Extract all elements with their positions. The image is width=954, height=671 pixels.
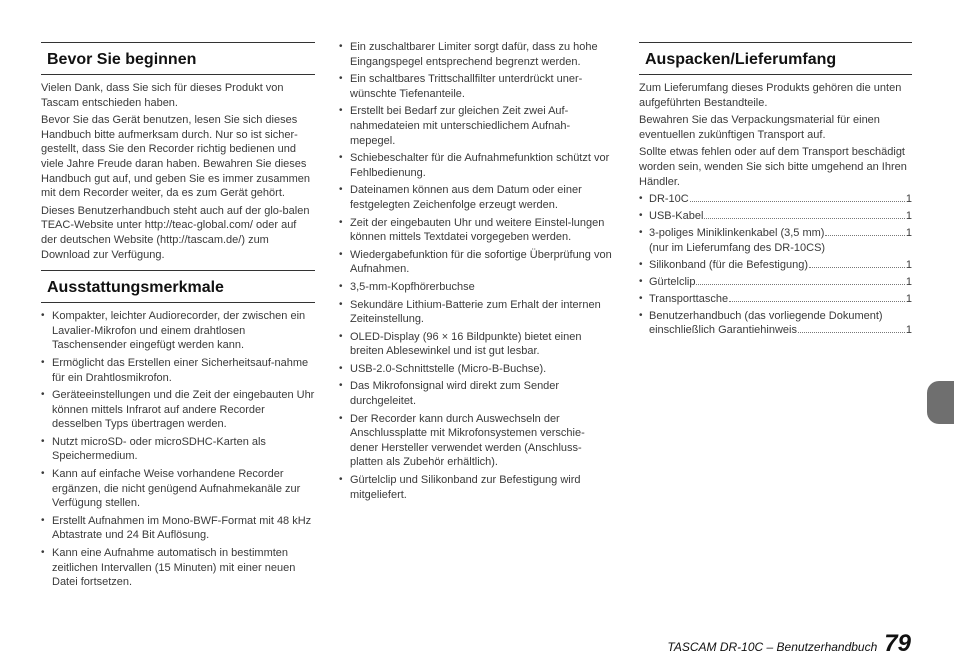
list-item: • Erstellt bei Bedarf zur gleichen Zeit zwei Auf-nahmedateien mit unterschiedlichem Aufnah-mepegel.	[339, 104, 612, 148]
list-item: • Ein zuschaltbarer Limiter sorgt dafür, dass zu hohe Eingangspegel entsprechend begrenzt werden.	[339, 40, 612, 69]
part-quantity: 1	[905, 227, 912, 240]
part-note: (nur im Lieferumfang des DR-10CS)	[649, 241, 826, 254]
list-item: • 3,5-mm-Kopfhörerbuchse	[339, 280, 612, 295]
list-item: • Geräteeinstellungen und die Zeit der eingebauten Uhr können mittels Infrarot auf andere Recorder desselben Typs übertragen werden.	[41, 388, 315, 432]
leader-dots	[729, 301, 905, 302]
paragraph: Bevor Sie das Gerät benutzen, lesen Sie sich dieses Handbuch bitte aufmerksam durch. Nur so ist sicher-gestellt, dass Sie den Recorder richtig bedienen und viele Jahre Freude daran haben. Bewahren Sie dieses Handbuch gut auf, und geben Sie es immer zusammen mit dem Recorder weiter, da es zum Gerät gehört.	[41, 114, 311, 200]
part-quantity: 1	[905, 292, 912, 305]
paragraph: Vielen Dank, dass Sie sich für dieses Produkt von Tascam entschieden haben.	[41, 82, 284, 109]
parts-list-item	[639, 209, 912, 224]
page-footer	[667, 630, 911, 658]
page-number: 79	[884, 630, 911, 657]
parts-list-item	[639, 226, 912, 255]
leader-dots	[704, 218, 904, 219]
part-quantity: 1	[905, 193, 912, 206]
parts-list-item	[639, 309, 912, 338]
paragraph: Sollte etwas fehlen oder auf dem Transport beschädigt worden sein, wenden Sie sich bitte umgehend an Ihren Händler.	[639, 146, 907, 188]
list-item: • Kann auf einfache Weise vorhandene Recorder ergänzen, die nicht genügend Aufnahmekanäle zur Verfügung stellen.	[41, 467, 315, 511]
part-label: • Gürtelclip	[649, 275, 696, 288]
part-label: einschließlich Garantiehinweis	[649, 324, 797, 337]
list-item: • Gürtelclip und Silikonband zur Befestigung wird mitgeliefert.	[339, 473, 612, 502]
list-item: • Ermöglicht das Erstellen einer Sicherheitsauf-nahme für ein Drahtlosmikrofon.	[41, 356, 315, 385]
list-item: • Kompakter, leichter Audiorecorder, der zwischen ein Lavalier-Mikrofon und einem drahtlosen Taschensender eingefügt werden kann.	[41, 309, 315, 353]
leader-dots	[690, 201, 905, 202]
list-item: • Schiebeschalter für die Aufnahmefunktion schützt vor Fehlbedienung.	[339, 151, 612, 180]
footer-title: TASCAM DR-10C – Benutzerhandbuch	[667, 640, 878, 654]
list-item: • Sekundäre Lithium-Batterie zum Erhalt der internen Zeiteinstellung.	[339, 298, 612, 327]
leader-dots	[809, 267, 905, 268]
paragraph: Bewahren Sie das Verpackungsmaterial für einen eventuellen zukünftigen Transport auf.	[639, 114, 880, 141]
leader-dots	[696, 284, 904, 285]
feature-list-continued	[339, 40, 612, 502]
part-quantity: 1	[905, 324, 912, 337]
heading-auspacken-lieferumfang: Auspacken/Lieferumfang	[639, 42, 912, 75]
part-label: • USB-Kabel	[649, 210, 704, 223]
heading-bevor-sie-beginnen: Bevor Sie beginnen	[41, 42, 315, 75]
part-quantity: 1	[905, 258, 912, 271]
part-label: • DR-10C	[649, 193, 689, 206]
part-label: • Transporttasche	[649, 292, 729, 305]
parts-list-item	[639, 292, 912, 307]
parts-list	[639, 192, 912, 338]
chapter-tab	[927, 381, 954, 424]
left-column	[41, 40, 315, 593]
part-label: • 3-poliges Miniklinkenkabel (3,5 mm)	[649, 227, 825, 240]
leader-dots	[825, 235, 904, 236]
middle-column	[339, 40, 612, 505]
leader-dots	[798, 332, 905, 333]
parts-list-item	[639, 258, 912, 273]
list-item: • Nutzt microSD- oder microSDHC-Karten als Speichermedium.	[41, 435, 315, 464]
parts-list-item	[639, 192, 912, 207]
parts-list-item	[639, 275, 912, 290]
list-item: • Erstellt Aufnahmen im Mono-BWF-Format mit 48 kHz Abtastrate und 24 Bit Auflösung.	[41, 514, 315, 543]
right-column	[639, 40, 912, 340]
list-item: • Ein schaltbares Trittschallfilter unterdrückt uner-wünschte Tiefenanteile.	[339, 72, 612, 101]
paragraph: Zum Lieferumfang dieses Produkts gehören die unten aufgeführten Bestandteile.	[639, 82, 902, 109]
list-item: • USB-2.0-Schnittstelle (Micro-B-Buchse).	[339, 362, 612, 377]
part-label-line1: • Benutzerhandbuch (das vorliegende Dokument)	[649, 309, 883, 322]
list-item: • Der Recorder kann durch Auswechseln der Anschlussplatte mit Mikrofonsystemen verschie-dener Hersteller verwendet werden (Anschluss-platten als Zubehör erhältlich).	[339, 412, 612, 470]
list-item: • OLED-Display (96 × 16 Bildpunkte) bietet einen breiten Ablesewinkel und ist gut lesbar.	[339, 330, 612, 359]
list-item: • Das Mikrofonsignal wird direkt zum Sender durchgeleitet.	[339, 379, 612, 408]
part-quantity: 1	[905, 210, 912, 223]
list-item: • Kann eine Aufnahme automatisch in bestimmten zeitlichen Intervallen (15 Minuten) mit einer neuen Datei fortsetzen.	[41, 546, 315, 590]
paragraph: Dieses Benutzerhandbuch steht auch auf der glo-balen TEAC-Website unter http://teac-global.com/ oder auf der deutschen Website (http://tascam.de/) zum Download zur Verfügung.	[41, 204, 310, 261]
part-quantity: 1	[905, 275, 912, 288]
list-item: • Zeit der eingebauten Uhr und weitere Einstel-lungen können mittels Textdatei vorgegeben werden.	[339, 216, 612, 245]
feature-list	[41, 309, 315, 590]
part-label: • Silikonband (für die Befestigung)	[649, 258, 808, 271]
list-item: • Dateinamen können aus dem Datum oder einer festgelegten Zeichenfolge erzeugt werden.	[339, 183, 612, 212]
heading-ausstattungsmerkmale: Ausstattungsmerkmale	[41, 270, 315, 303]
list-item: • Wiedergabefunktion für die sofortige Überprüfung von Aufnahmen.	[339, 248, 612, 277]
